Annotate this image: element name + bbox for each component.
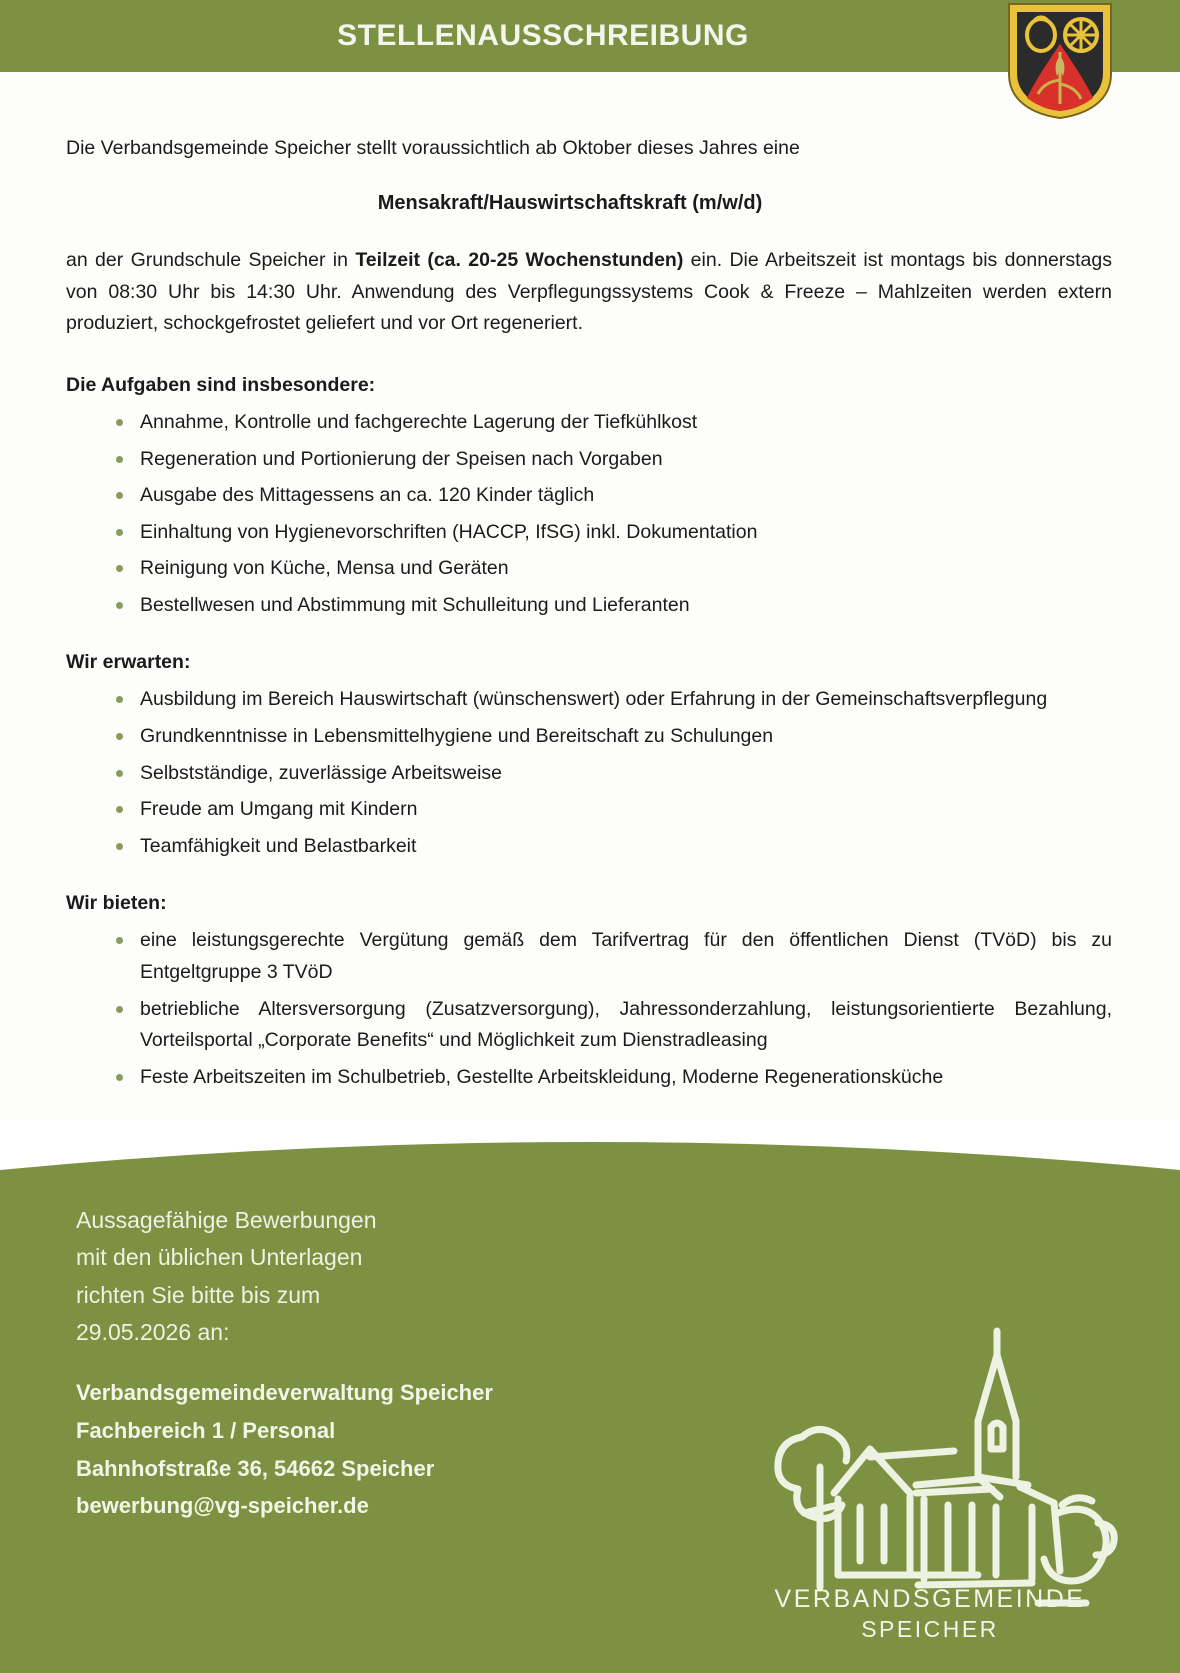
list-item: Regeneration und Portionierung der Speisen nach Vorgaben (112, 444, 1112, 476)
logo-caption-line-1: VERBANDSGEMEINDE (774, 1585, 1086, 1613)
list-item: Ausbildung im Bereich Hauswirtschaft (wünschenswert) oder Erfahrung in der Gemeinschaftsverpflegung (112, 684, 1112, 716)
list-item: Teamfähigkeit und Belastbarkeit (112, 831, 1112, 863)
contact-email[interactable]: bewerbung@vg-speicher.de (76, 1493, 369, 1519)
section-heading-offer: Wir bieten: (66, 892, 167, 915)
lead-paragraph: Die Verbandsgemeinde Speicher stellt voraussichtlich ab Oktober dieses Jahres eine (66, 137, 800, 159)
header-right-filler (1146, 0, 1180, 72)
page-footer (0, 1142, 1180, 1673)
list-item: Grundkenntnisse in Lebensmittelhygiene und Bereitschaft zu Schulungen (112, 721, 1112, 753)
section-heading-tasks: Die Aufgaben sind insbesondere: (66, 374, 376, 396)
deadline-line: 29.05.2026 an: (76, 1318, 230, 1345)
list-item: Feste Arbeitszeiten im Schulbetrieb, Gestellte Arbeitskleidung, Moderne Regenerationsküche (112, 1062, 1112, 1094)
address-line-street: Bahnhofstraße 36, 54662 Speicher (76, 1455, 435, 1481)
contact-address (76, 1374, 696, 1525)
offer-list (66, 925, 1112, 1093)
list-item: eine leistungsgerechte Vergütung gemäß dem Tarifvertrag für den öffentlichen Dienst (TVöD) bis zu Entgeltgruppe 3 TVöD (112, 925, 1112, 988)
instruction-line: Aussagefähige Bewerbungen (76, 1207, 377, 1233)
address-line-organisation: Verbandsgemeindeverwaltung Speicher (76, 1380, 493, 1405)
logo-caption (740, 1585, 1120, 1643)
requirements-list (66, 684, 1112, 862)
document-body (0, 72, 1180, 1119)
description-part-2: ein. Die Arbeitszeit ist montags bis donnerstags von 08:30 Uhr bis 14:30 Uhr. Anwendung des Verpflegungssystems Cook & Freeze – Mahlzeiten werden extern produziert, schockgefrostet geliefert und vor Ort regeneriert. (66, 249, 1112, 335)
list-item: Selbstständige, zuverlässige Arbeitsweise (112, 758, 1112, 790)
page-header (0, 0, 1146, 72)
application-instructions (76, 1202, 636, 1351)
job-title: Mensakraft/Hauswirtschaftskraft (m/w/d) (377, 192, 763, 215)
description-highlight: Teilzeit (ca. 20-25 Wochenstunden) (355, 249, 684, 272)
instruction-line: richten Sie bitte bis zum (76, 1281, 321, 1308)
logo-caption-line-2: SPEICHER (861, 1616, 999, 1642)
task-list (66, 407, 1112, 621)
coat-of-arms-icon (1005, 2, 1115, 120)
description-paragraph (66, 245, 1112, 340)
list-item: betriebliche Altersversorgung (Zusatzversorgung), Jahressonderzahlung, leistungsorientierte Bezahlung, Vorteilsportal „Corporate Benefits“ und Möglichkeit zum Dienstradleasing (112, 994, 1112, 1057)
address-line-department: Fachbereich 1 / Personal (76, 1417, 336, 1443)
page-title: STELLENAUSSCHREIBUNG (337, 19, 749, 52)
list-item: Ausgabe des Mittagessens an ca. 120 Kinder täglich (112, 480, 1112, 512)
list-item: Einhaltung von Hygienevorschriften (HACCP, IfSG) inkl. Dokumentation (112, 517, 1112, 549)
list-item: Bestellwesen und Abstimmung mit Schulleitung und Lieferanten (112, 590, 1112, 622)
section-heading-requirements: Wir erwarten: (66, 651, 191, 674)
list-item: Reinigung von Küche, Mensa und Geräten (112, 553, 1112, 585)
list-item: Freude am Umgang mit Kindern (112, 794, 1112, 826)
description-part-1: an der Grundschule Speicher in (66, 249, 356, 272)
instruction-line: mit den üblichen Unterlagen (76, 1244, 363, 1271)
list-item: Annahme, Kontrolle und fachgerechte Lagerung der Tiefkühlkost (112, 407, 1112, 439)
